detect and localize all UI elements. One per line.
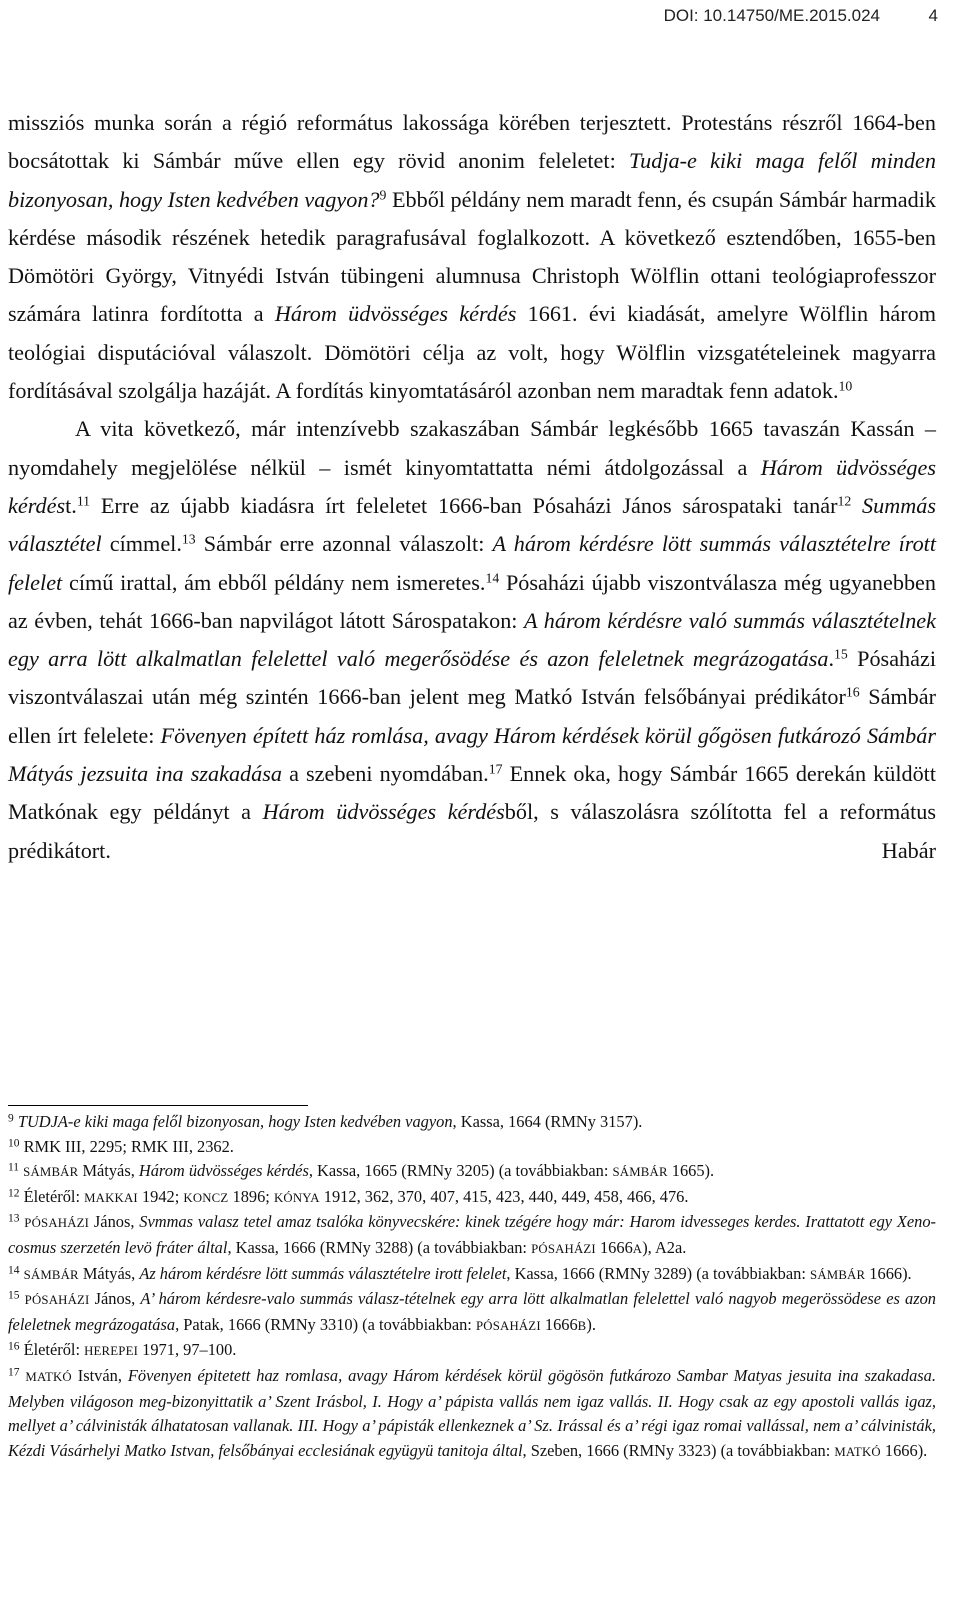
text-span: 1665). <box>667 1161 715 1181</box>
text-span: Mátyás, <box>78 1263 140 1283</box>
footnote-17 <box>8 1364 936 1464</box>
text-span: Életéről: <box>19 1340 85 1360</box>
text-span: . <box>828 646 835 672</box>
work-title: Az három kérdésre lött summás választételre irott felelet <box>139 1263 507 1283</box>
footnote-number: 10 <box>8 1136 20 1149</box>
author-name: PÓSAHÁZI <box>475 1318 541 1333</box>
work-title: TUDJA-e kiki maga felől bizonyosan, hogy Isten kedvében vagyon <box>17 1112 453 1131</box>
text-span: , Szeben, 1666 (RMNy 3323) (a továbbiakban: <box>522 1440 835 1460</box>
edition-letter: B <box>577 1318 587 1333</box>
text-span: missziós munka során a régió református lakossága körében terjesztett. Protestáns részről 1664-ben bocsátottak ki Sámbár műve ellen egy rövid anonim feleletet: <box>8 110 936 174</box>
doi-header: DOI: 10.14750/ME.2015.024 <box>663 6 880 25</box>
work-title: A három kérdésre lött summás választételre írott felelet <box>8 531 937 595</box>
text-span: Pósaházi viszontválaszai után még szintén 1666-ban jelent meg Matkó István felsőbányai prédikátor <box>8 646 936 710</box>
text-span: 1971, 97–100. <box>138 1340 237 1360</box>
work-title: Svmmas valasz tetel amaz tsalóka könyvecskére: kinek tzégére hogy már: Harom idvesseges kerdes. Irattatott egy Xeno-cosmus szerzetén levö fráter által <box>8 1212 937 1257</box>
text-span: ). <box>586 1314 596 1334</box>
text-span: Pósaházi újabb viszontválasza még ugyanebben az évben, tehát 1666-ban napvilágot látott Sárospatakon: <box>8 569 936 633</box>
author-name: PÓSAHÁZI <box>24 1293 90 1308</box>
text-span: a szebeni nyomdában. <box>281 761 489 787</box>
text-span: Mátyás, <box>78 1161 139 1181</box>
footnote-12 <box>8 1185 936 1211</box>
text-span: , Kassa, 1666 (RMNy 3288) (a továbbiakban: <box>227 1237 532 1257</box>
footnote-ref: 12 <box>837 493 852 509</box>
text-span: A vita következő, már intenzívebb szakaszában Sámbár legkésőbb 1665 tavaszán Kassán – nyomdahely megjelölése nélkül – ismét kinyomtattatta némi átdolgozással a <box>8 416 936 480</box>
body-text <box>8 104 936 870</box>
footnote-ref: 17 <box>488 761 503 777</box>
text-span: Erre az újabb kiadásra írt feleletet 1666-ban Pósaházi János sárospataki tanár <box>90 492 838 518</box>
work-title: Summás választétel <box>8 492 937 557</box>
work-title: Három üdvösséges kérdés <box>8 454 936 518</box>
text-span: 1666 <box>540 1314 578 1334</box>
footnote-14 <box>8 1262 936 1288</box>
text-span: 1912, 362, 370, 407, 415, 423, 440, 449, 458, 466, 476. <box>319 1186 689 1206</box>
text-span: , Kassa, 1665 (RMNy 3205) (a továbbiakban: <box>308 1161 613 1181</box>
work-title: Tudja-e kiki maga felől minden bizonyosan, hogy Isten kedvében vagyon? <box>8 148 936 212</box>
author-name: KONCZ <box>183 1190 229 1205</box>
text-span: Ebből példány nem maradt fenn, és csupán Sámbár harmadik kérdése második részének hetedik paragrafusával foglalkozott. A következő esztendőben, 1655-ben Dömötöri György, Vitnyédi István tübingeni alumnusa Christoph Wölflin ottani teológiaprofesszor számára latinra fordította a <box>8 186 936 327</box>
footnote-15 <box>8 1287 936 1338</box>
text-span: Sámbár erre azonnal válaszolt: <box>195 531 493 557</box>
work-title: Három üdvösséges kérdés <box>138 1161 309 1181</box>
author-name: MATKÓ <box>25 1369 72 1384</box>
footnotes <box>8 1110 936 1464</box>
author-name: HEREPEI <box>84 1344 139 1359</box>
text-span: 1896; <box>228 1186 274 1206</box>
text-span: ből, s válaszolásra szólította fel a református prédikátort. Habár <box>8 799 936 863</box>
paragraph-2 <box>8 410 936 870</box>
footnote-ref: 13 <box>181 531 196 547</box>
footnote-number: 17 <box>8 1366 20 1379</box>
author-name: SÁMBÁR <box>23 1165 79 1180</box>
author-name: SÁMBÁR <box>23 1267 79 1282</box>
edition-letter: A <box>632 1241 643 1256</box>
footnote-number: 14 <box>8 1263 20 1276</box>
text-span: János, <box>89 1212 140 1232</box>
text-span: , Kassa, 1666 (RMNy 3289) (a továbbiakban: <box>506 1263 811 1283</box>
footnote-number: 15 <box>8 1289 20 1302</box>
page-number: 4 <box>928 6 938 25</box>
footnote-number: 9 <box>8 1112 14 1125</box>
work-title: A három kérdésre való summás választételnek egy arra lött alkalmatlan felelettel való megerősödése és azon feleletnek megrázogatása <box>8 607 936 672</box>
paragraph-1 <box>8 104 936 410</box>
text-span: RMK III, 2295; RMK III, 2362. <box>19 1136 234 1156</box>
footnote-16 <box>8 1338 936 1364</box>
author-name: MAKKAI <box>84 1190 138 1205</box>
footnote-9 <box>8 1110 936 1135</box>
text-span: címmel. <box>101 531 182 557</box>
work-title: A’ három kérdesre-valo summás válasz-tételnek egy arra lött alkalmatlan felelettel való nagyob megerössödese es azon feleletnek megrázogatása <box>8 1289 936 1334</box>
author-name: SÁMBÁR <box>612 1165 668 1180</box>
footnote-11 <box>8 1159 936 1185</box>
text-span: 1666 <box>595 1237 633 1257</box>
footnote-number: 13 <box>8 1212 20 1225</box>
text-span: 1942; <box>137 1186 184 1206</box>
footnote-number: 16 <box>8 1340 20 1353</box>
work-title: Három üdvösséges kérdés <box>274 301 517 327</box>
footnote-ref: 11 <box>76 493 91 509</box>
text-span: Ennek oka, hogy Sámbár 1665 derekán küldött Matkónak egy példányt a <box>8 761 937 825</box>
footnote-ref: 10 <box>838 378 853 394</box>
text-span: Életéről: <box>19 1186 85 1206</box>
text-span: , Patak, 1666 (RMNy 3310) (a továbbiakban: <box>175 1314 476 1334</box>
footnote-divider <box>8 1105 308 1106</box>
text-span: 1661. évi kiadását, amelyre Wölflin három teológiai disputációval válaszolt. Dömötöri célja az volt, hogy Wölflin vizsgatételeinek magyarra fordításával szolgálja hazáját. A fordítás kinyomtatásáról azonban nem maradtak fenn adatok. <box>8 301 937 404</box>
text-span: t. <box>65 492 77 518</box>
text-span: 1666). <box>880 1440 928 1460</box>
footnote-10 <box>8 1135 936 1160</box>
text-span: , Kassa, 1664 (RMNy 3157). <box>452 1112 643 1131</box>
author-name: PÓSAHÁZI <box>24 1216 90 1231</box>
footnote-13 <box>8 1210 936 1261</box>
text-span: István, <box>71 1365 128 1385</box>
text-span: Sámbár ellen írt felelete: <box>8 684 937 748</box>
footnote-ref: 9 <box>379 187 387 203</box>
work-title: Fövenyen épített ház romlása, avagy Három kérdések körül gőgösen futkározó Sámbár Mátyás jezsuita ina szakadása <box>8 722 936 787</box>
text-span: című irattal, ám ebből példány nem ismeretes. <box>62 569 486 595</box>
text-span: ), A2a. <box>642 1237 687 1257</box>
work-title: Fövenyen épitetett haz romlasa, avagy Három kérdések körül gögösön futkározo Sambar Matyas jesuita ina szakadasa. Melyben világoson meg-bizonyittatik a’ Szent Irásbol, I. Hogy a’ pápista vallás nem igaz vallás. II. Hogy csak az egy apostoli vallás igaz, mellyet a’ cálvinisták álhatatosan vallanak. III. Hogy a’ pápisták ellenkeznek a’ Sz. Irással és a’ régi igaz romai vallással, nem a’ cálvinisták, Kézdi Vásárhelyi Matko Istvan, felsőbányai ecclesiának együgyü tanitoja által <box>8 1365 936 1460</box>
author-name: PÓSAHÁZI <box>531 1241 596 1256</box>
footnote-number: 11 <box>8 1161 20 1174</box>
footnote-ref: 15 <box>834 646 848 662</box>
author-name: KÓNYA <box>273 1190 320 1205</box>
text-span: 1666). <box>865 1263 912 1283</box>
footnote-ref: 16 <box>845 684 860 700</box>
work-title: Három üdvösséges kérdés <box>262 799 505 825</box>
author-name: SÁMBÁR <box>810 1267 866 1282</box>
author-name: MATKÓ <box>834 1444 881 1459</box>
footnote-number: 12 <box>8 1187 20 1200</box>
text-span <box>851 493 862 518</box>
footnote-ref: 14 <box>485 570 500 585</box>
text-span: János, <box>89 1289 141 1309</box>
